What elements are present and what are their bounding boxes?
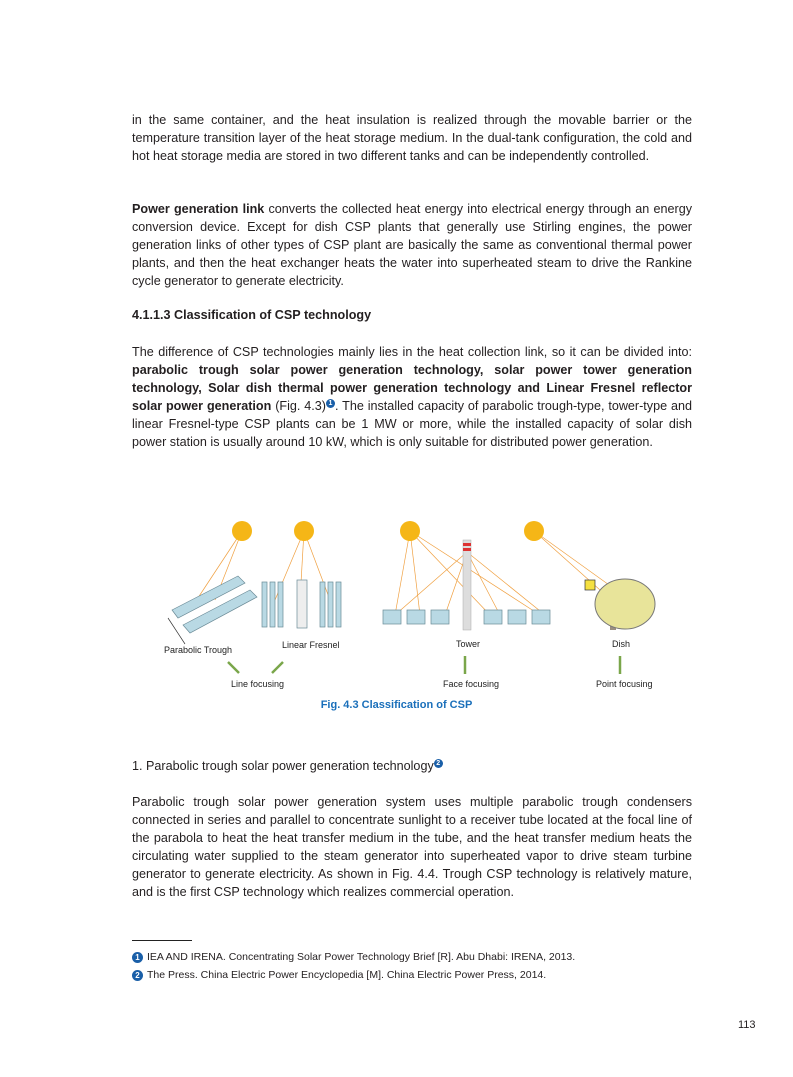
focusing-arrows bbox=[228, 656, 620, 674]
section-heading: 4.1.1.3 Classification of CSP technology bbox=[132, 308, 372, 322]
bold-term: parabolic trough solar power generation technology, solar power tower generation technology, Solar dish thermal power generation technology and Linear Fresnel reflector solar power generation bbox=[132, 363, 692, 413]
parabolic-trough-drawing bbox=[168, 576, 257, 644]
footnote-number: 2 bbox=[132, 970, 143, 981]
subsection-heading bbox=[132, 759, 443, 773]
subsection-title: 1. Parabolic trough solar power generation technology bbox=[132, 759, 434, 774]
label-line-focusing: Line focusing bbox=[231, 679, 285, 689]
footnote-1 bbox=[132, 951, 575, 963]
footnote-text: The Press. China Electric Power Encyclopedia [M]. China Electric Power Press, 2014. bbox=[147, 969, 547, 981]
footnote-divider bbox=[132, 940, 192, 941]
footnote-2 bbox=[132, 969, 546, 981]
text: (Fig. 4.3) bbox=[271, 399, 326, 413]
page-number: 113 bbox=[738, 1019, 756, 1031]
label-dish: Dish bbox=[612, 639, 631, 649]
dish-drawing bbox=[585, 579, 655, 630]
sun-icons bbox=[232, 521, 544, 541]
text: . The installed capacity of parabolic trough-type, tower-type and linear Fresnel-type CSP plants can be 1 MW or more, while the installed capacity of solar dish power station is usually around 10 kW, which is only suitable for distributed power generation. bbox=[132, 399, 693, 449]
label-face-focusing: Face focusing bbox=[443, 679, 500, 689]
footnote-number: 1 bbox=[132, 952, 143, 963]
footnote-text: IEA AND IRENA. Concentrating Solar Power Technology Brief [R]. Abu Dhabi: IRENA, 2013. bbox=[147, 951, 576, 963]
footnote-ref[interactable]: 2 bbox=[434, 759, 443, 768]
footnote-ref[interactable]: 1 bbox=[326, 399, 335, 408]
sun-rays bbox=[190, 531, 630, 615]
linear-fresnel-drawing bbox=[262, 580, 341, 628]
paragraph-parabolic-trough: Parabolic trough solar power generation system uses multiple parabolic trough condensers connected in series and parallel to concentrate sunlight to a receiver tube located at the focal line of the parabola to heat the heat transfer medium in the tube, and the heat transfer medium heats the circulating water supplied to the steam generator into superheated vapor to drive steam turbine generator to generate electricity. As shown in Fig. 4.4. Trough CSP technology is relatively mature, and is the first CSP technology which realizes commercial operation. bbox=[132, 795, 692, 899]
figure-caption: Fig. 4.3 Classification of CSP bbox=[320, 699, 473, 711]
text: converts the collected heat energy into electrical energy through an energy conversion device. Except for dish CSP plants that generally use Stirling engines, the power generation links of other types of CSP plant are basically the same as conventional thermal power plants, and then the heat exchanger heats the water into superheated steam to drive the Rankine cycle generator to generate electricity. bbox=[132, 202, 692, 288]
tower-drawing bbox=[383, 540, 550, 630]
text: The difference of CSP technologies mainly lies in the heat collection link, so it can be divided into: bbox=[132, 345, 692, 359]
label-tower: Tower bbox=[456, 639, 481, 649]
label-parabolic-trough: Parabolic Trough bbox=[164, 645, 233, 655]
bold-term: Power generation link bbox=[132, 202, 265, 216]
label-point-focusing: Point focusing bbox=[596, 679, 653, 689]
paragraph-storage: in the same container, and the heat insulation is realized through the movable barrier or the temperature transition layer of the heat storage medium. In the dual-tank configuration, the cold and hot heat storage media are stored in two different tanks and can be independently controlled. bbox=[132, 113, 692, 163]
label-linear-fresnel: Linear Fresnel bbox=[282, 640, 340, 650]
